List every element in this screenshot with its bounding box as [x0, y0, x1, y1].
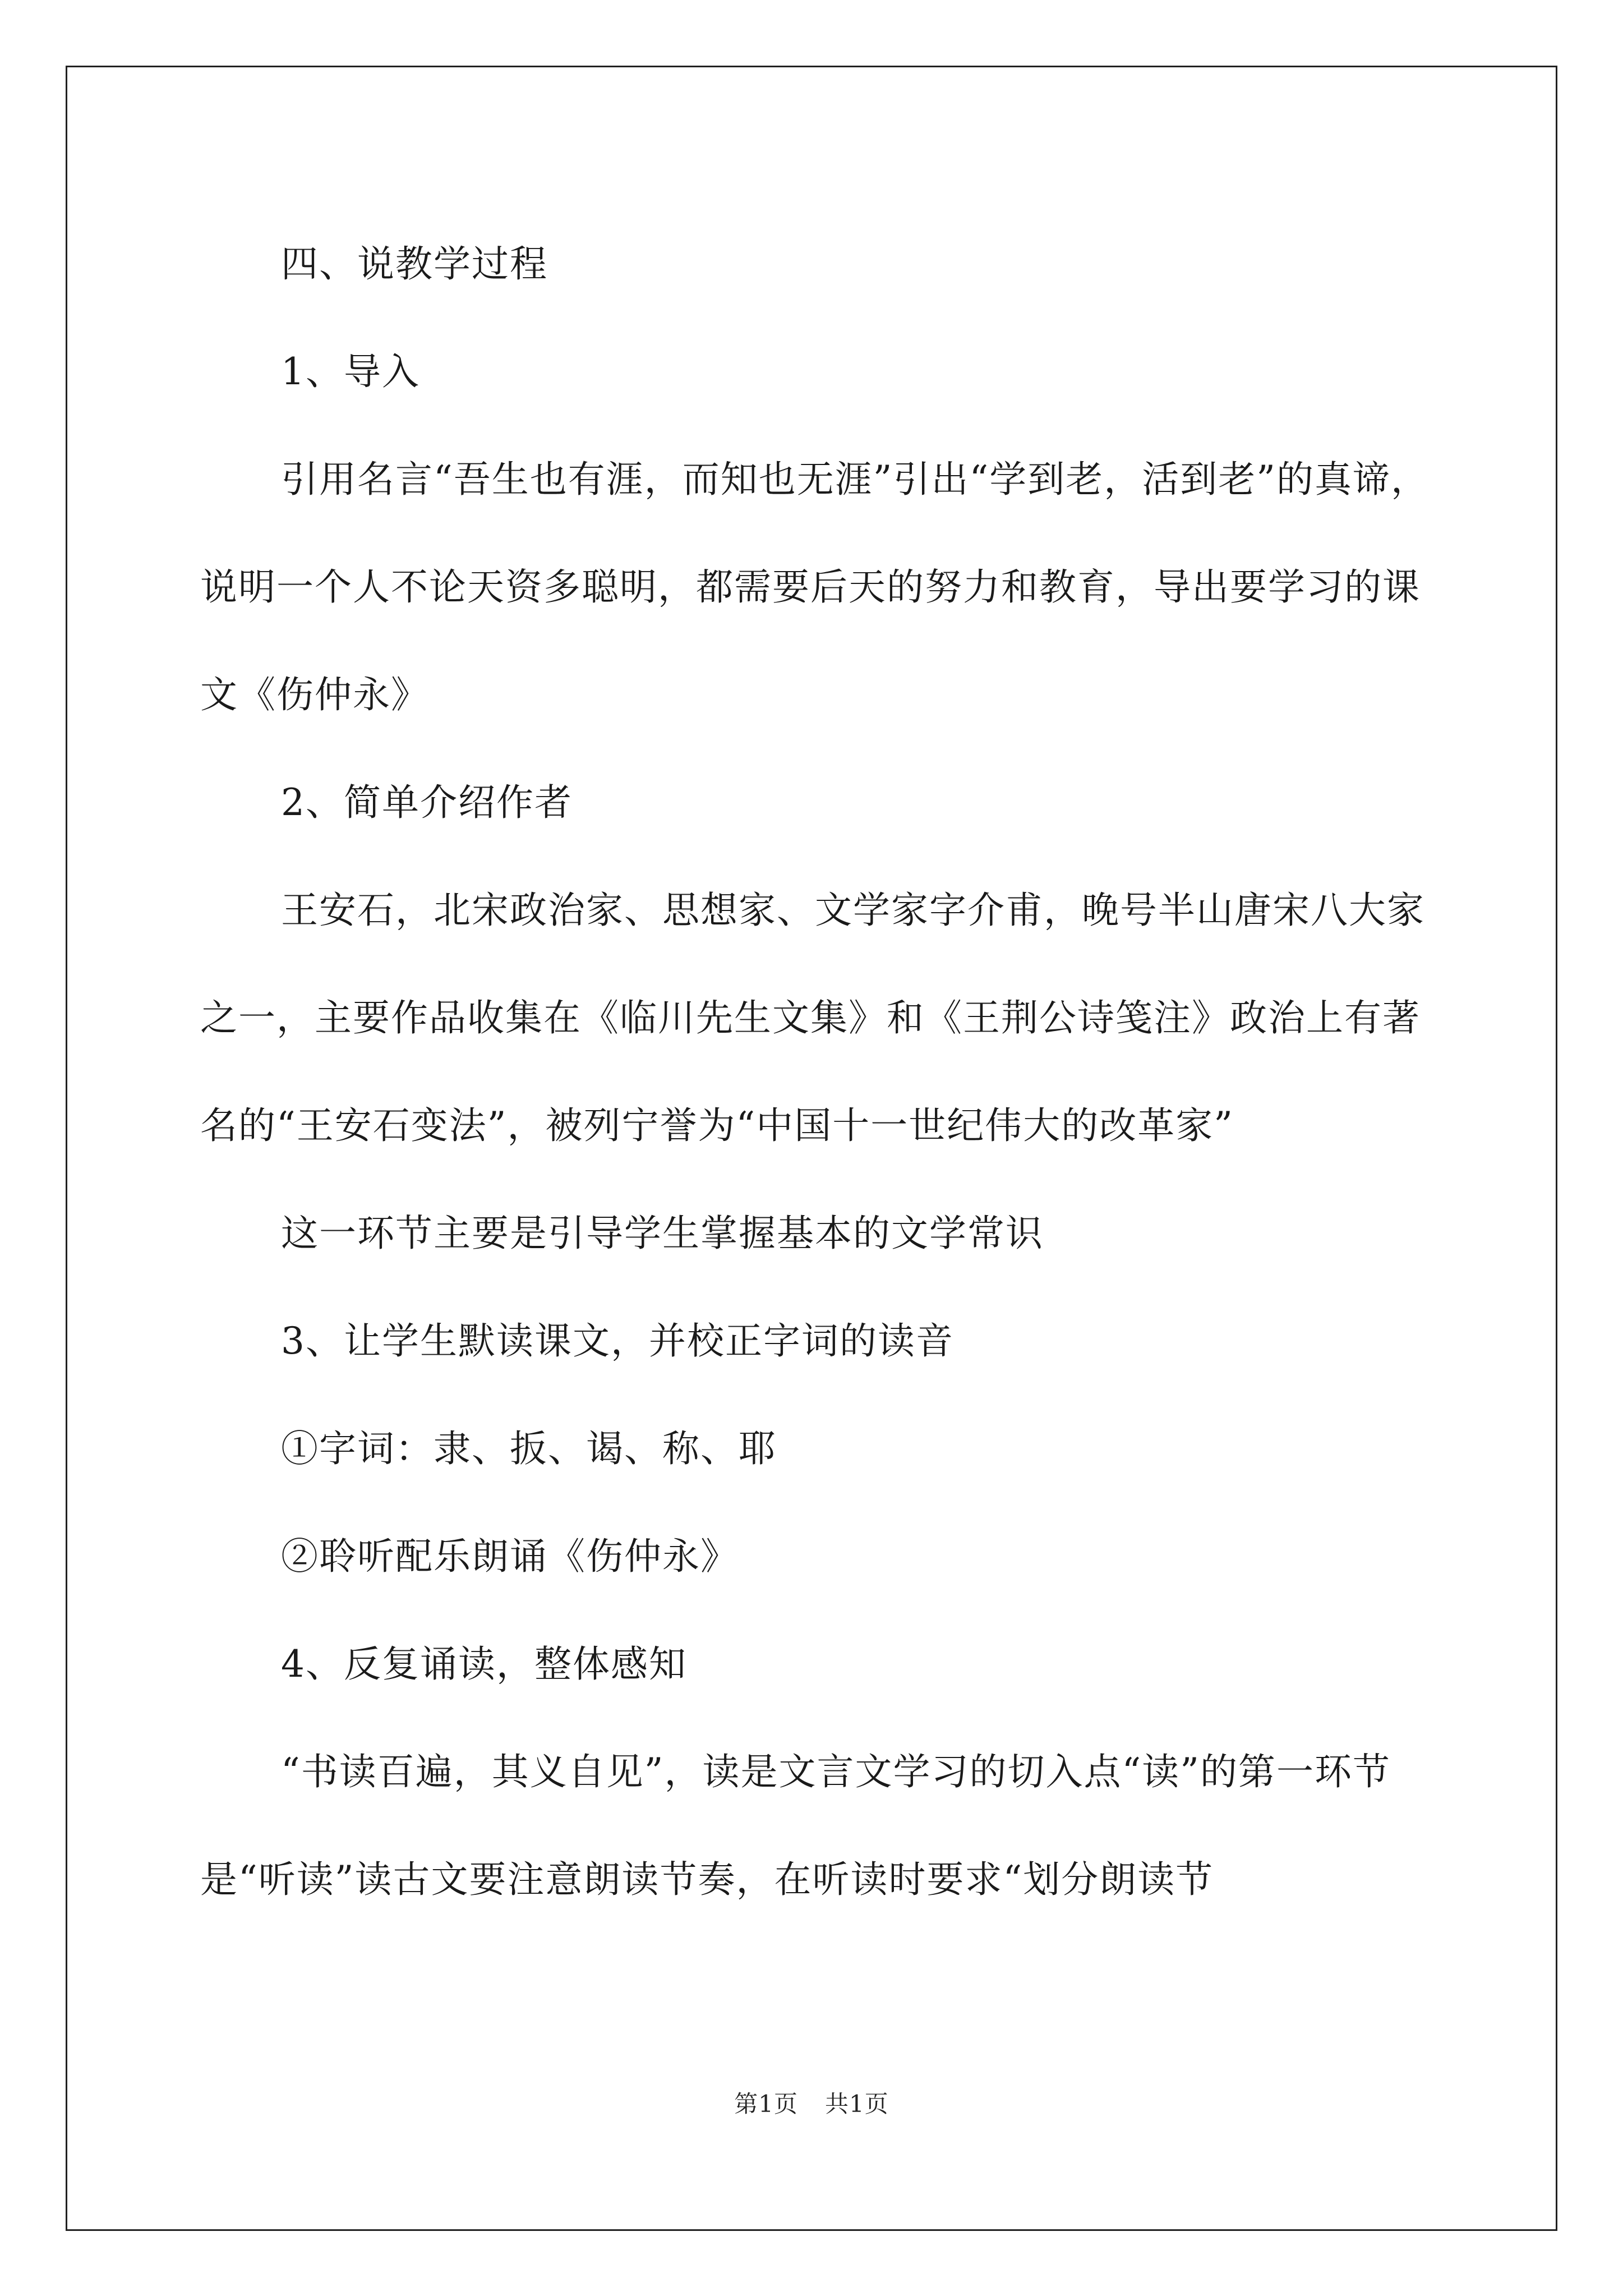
heading-author-intro: 2、简单介绍作者 — [281, 781, 573, 824]
page-footer — [0, 2086, 1623, 2119]
paragraph-reading: “书读百遍，其义自见”，读是文言文学习的切入点“读”的第一环节是“听读”读古文要注意朗读节奏，在听读时要求“划分朗读节 — [200, 1750, 1391, 1901]
heading-repeated-reading: 4、反复诵读，整体感知 — [281, 1642, 687, 1686]
list-item-vocabulary: ①字词：隶、扳、谒、称、耶 — [281, 1427, 777, 1470]
heading-teaching-process: 四、说教学过程 — [281, 242, 548, 286]
paragraph-introduction: 引用名言“吾生也有涯，而知也无涯”引出“学到老，活到老”的真谛，说明一个人不论天资多聪明，都需要后天的努力和教育，导出要学习的课文《伤仲永》 — [200, 458, 1429, 716]
page-total: 共1页 — [825, 2090, 889, 2118]
page-number: 第1页 — [734, 2090, 798, 2118]
heading-silent-reading: 3、让学生默读课文，并校正字词的读音 — [281, 1319, 954, 1363]
paragraph-purpose: 这一环节主要是引导学生掌握基本的文学常识 — [281, 1212, 1044, 1255]
document-body — [200, 210, 1440, 1934]
heading-introduction: 1、导入 — [281, 350, 420, 393]
list-item-listening: ②聆听配乐朗诵《伤仲永》 — [281, 1535, 739, 1578]
paragraph-author: 王安石，北宋政治家、思想家、文学家字介甫，晚号半山唐宋八大家之一，主要作品收集在《临川先生文集》和《王荆公诗笺注》政治上有著名的“王安石变法”，被列宁誉为“中国十一世纪伟大的改革家” — [200, 889, 1425, 1147]
